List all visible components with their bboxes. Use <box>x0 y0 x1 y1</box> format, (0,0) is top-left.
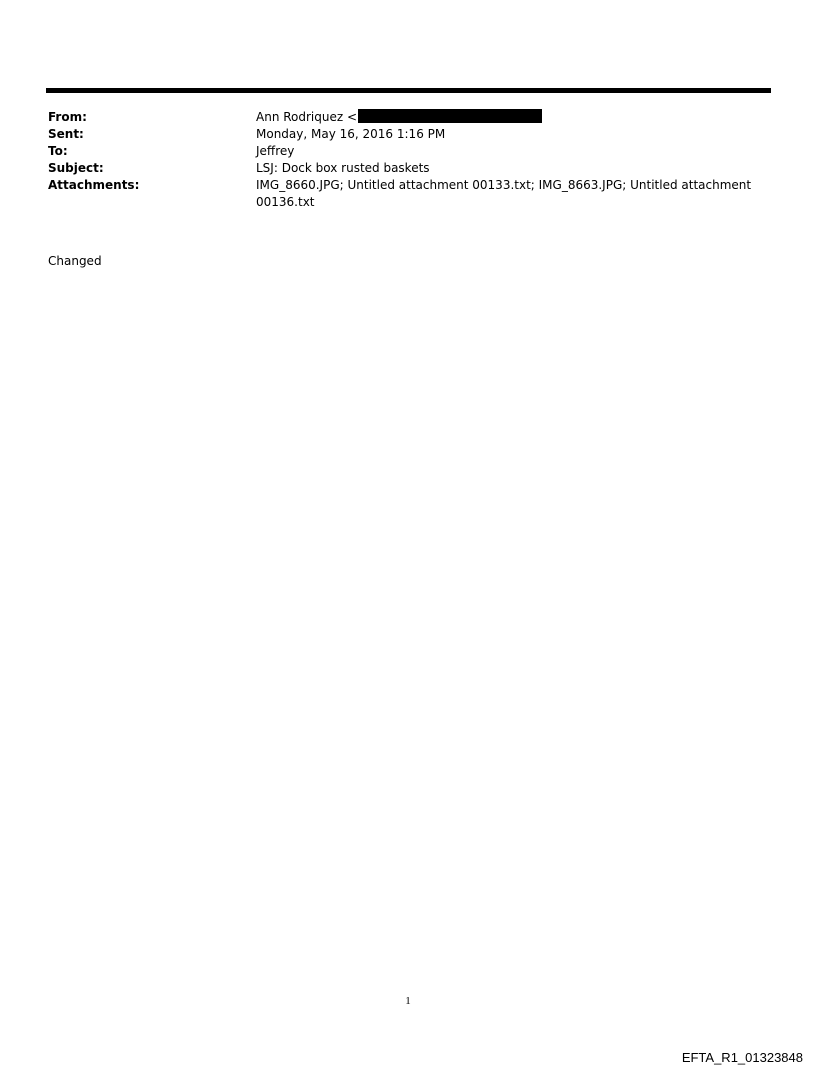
from-value-wrap <box>256 109 768 126</box>
attachments-row <box>48 177 768 211</box>
attachments-label: Attachments: <box>48 178 140 192</box>
subject-row <box>48 160 768 177</box>
sent-label: Sent: <box>48 127 84 141</box>
page-number: 1 <box>405 995 411 1007</box>
to-row <box>48 143 768 160</box>
redaction-box <box>358 109 542 123</box>
to-value: Jeffrey <box>256 144 295 158</box>
from-row <box>48 109 768 126</box>
from-value: Ann Rodriquez < <box>256 110 358 124</box>
sent-value: Monday, May 16, 2016 1:16 PM <box>256 127 446 141</box>
email-body: Changed <box>48 254 102 268</box>
from-label: From: <box>48 110 87 124</box>
attachments-value: IMG_8660.JPG; Untitled attachment 00133.txt; IMG_8663.JPG; Untitled attachment 00136.txt <box>256 178 752 209</box>
email-header <box>48 109 768 211</box>
sent-row <box>48 126 768 143</box>
document-id: EFTA_R1_01323848 <box>681 1050 803 1065</box>
to-label: To: <box>48 144 68 158</box>
header-divider-rule <box>46 88 771 93</box>
subject-label: Subject: <box>48 161 104 175</box>
subject-value: LSJ: Dock box rusted baskets <box>256 161 430 175</box>
